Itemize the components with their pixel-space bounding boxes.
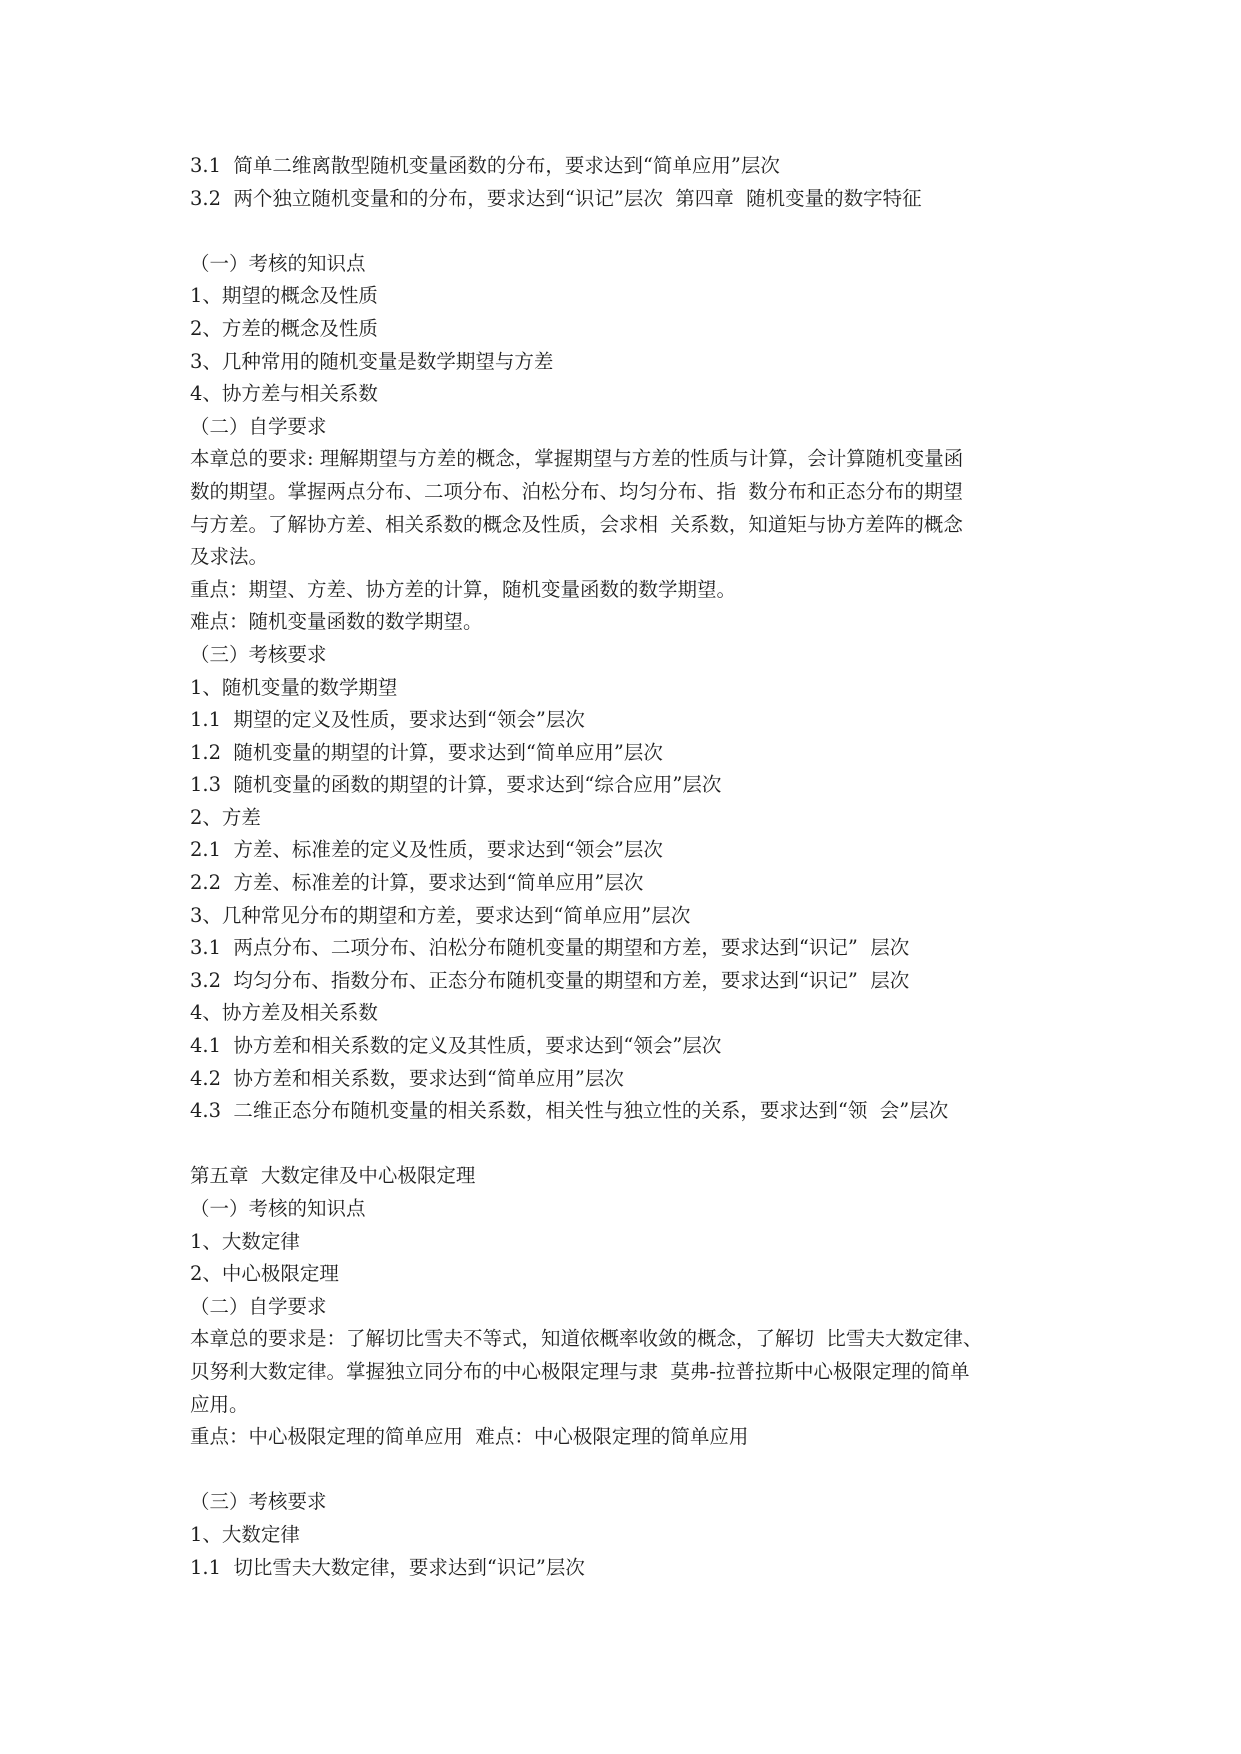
- text-line: 及求法。: [190, 545, 269, 569]
- text-line: 应用。: [190, 1392, 249, 1416]
- document-page: [190, 150, 1070, 1584]
- section-heading: （一）考核的知识点: [190, 251, 366, 275]
- section-heading: （三）考核要求: [190, 642, 327, 666]
- text-line: 与方差。了解协方差、相关系数的概念及性质，会求相 关系数，知道矩与协方差阵的概念: [190, 512, 963, 536]
- text-line: 1、期望的概念及性质: [190, 284, 378, 308]
- text-line: 重点：期望、方差、协方差的计算，随机变量函数的数学期望。: [190, 577, 737, 601]
- text-line: 贝努利大数定律。掌握独立同分布的中心极限定理与隶 莫弗-拉普拉斯中心极限定理的简单: [190, 1359, 970, 1383]
- text-line: 2.2 方差、标准差的计算，要求达到“简单应用”层次: [190, 871, 644, 895]
- text-line: 2、方差的概念及性质: [190, 316, 378, 340]
- text-line: 重点：中心极限定理的简单应用 难点：中心极限定理的简单应用: [190, 1425, 749, 1449]
- text-line: 3.1 两点分布、二项分布、泊松分布随机变量的期望和方差，要求达到“识记” 层次: [190, 936, 910, 960]
- text-line: 数的期望。掌握两点分布、二项分布、泊松分布、均匀分布、指 数分布和正态分布的期望: [190, 479, 963, 503]
- text-line: 3.2 均匀分布、指数分布、正态分布随机变量的期望和方差，要求达到“识记” 层次: [190, 968, 910, 992]
- blank-line: [190, 215, 1070, 248]
- text-line: 1.2 随机变量的期望的计算，要求达到“简单应用”层次: [190, 740, 663, 764]
- text-line: 2、中心极限定理: [190, 1262, 339, 1286]
- text-line: 1.3 随机变量的函数的期望的计算，要求达到“综合应用”层次: [190, 773, 722, 797]
- text-line: 3、几种常见分布的期望和方差，要求达到“简单应用”层次: [190, 903, 691, 927]
- text-line: 2.1 方差、标准差的定义及性质，要求达到“领会”层次: [190, 838, 663, 862]
- text-line: 3.2 两个独立随机变量和的分布，要求达到“识记”层次 第四章 随机变量的数字特征: [190, 186, 922, 210]
- text-line: 2、方差: [190, 805, 261, 829]
- blank-line: [190, 1454, 1070, 1487]
- text-line: 3.1 简单二维离散型随机变量函数的分布，要求达到“简单应用”层次: [190, 154, 780, 177]
- text-line: 难点：随机变量函数的数学期望。: [190, 610, 483, 634]
- text-line: 1、大数定律: [190, 1522, 300, 1546]
- text-line: 1.1 期望的定义及性质，要求达到“领会”层次: [190, 708, 585, 732]
- text-line: 本章总的要求是：了解切比雪夫不等式，知道依概率收敛的概念，了解切 比雪夫大数定律、: [190, 1327, 983, 1351]
- section-heading: （一）考核的知识点: [190, 1197, 366, 1220]
- text-line: 4、协方差及相关系数: [190, 1001, 378, 1025]
- chapter-heading: 第五章 大数定律及中心极限定理: [190, 1164, 476, 1188]
- text-line: 4.2 协方差和相关系数，要求达到“简单应用”层次: [190, 1066, 624, 1090]
- text-line: 4、协方差与相关系数: [190, 382, 378, 406]
- section-heading: （三）考核要求: [190, 1490, 327, 1514]
- section-heading: （二）自学要求: [190, 1294, 327, 1318]
- blank-line: [190, 1128, 1070, 1161]
- text-line: 1.1 切比雪夫大数定律，要求达到“识记”层次: [190, 1555, 585, 1579]
- section-heading: （二）自学要求: [190, 414, 327, 438]
- text-line: 1、大数定律: [190, 1229, 300, 1253]
- text-line: 本章总的要求: 理解期望与方差的概念，掌握期望与方差的性质与计算，会计算随机变量函: [190, 447, 964, 471]
- text-line: 4.1 协方差和相关系数的定义及其性质，要求达到“领会”层次: [190, 1034, 722, 1058]
- text-line: 1、随机变量的数学期望: [190, 675, 398, 699]
- text-line: 4.3 二维正态分布随机变量的相关系数，相关性与独立性的关系，要求达到“领 会”层次: [190, 1099, 949, 1123]
- text-line: 3、几种常用的随机变量是数学期望与方差: [190, 349, 554, 373]
